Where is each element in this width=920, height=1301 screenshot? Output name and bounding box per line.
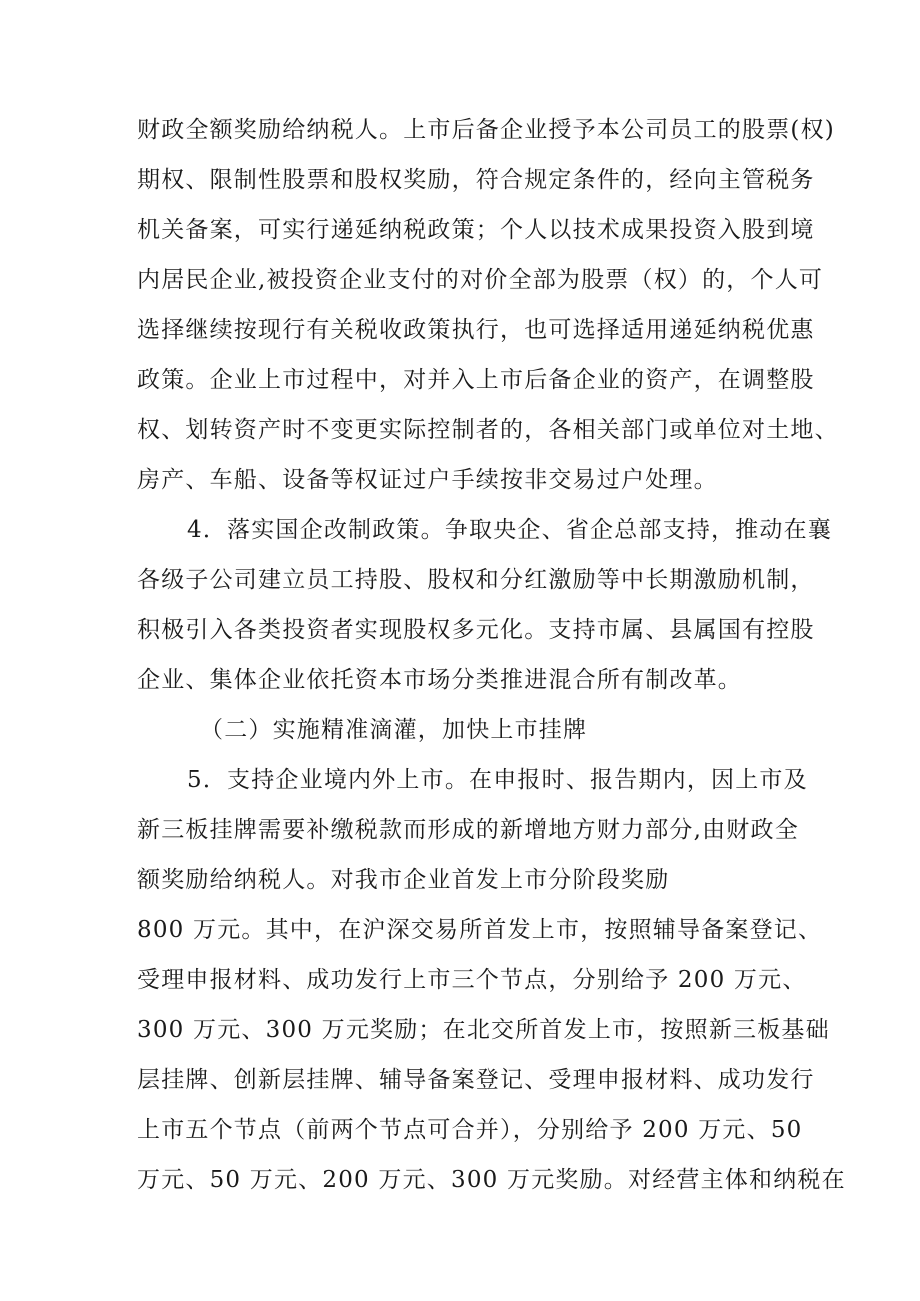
text-line-20: 层挂牌、创新层挂牌、辅导备案登记、受理申报材料、成功发行 bbox=[137, 1067, 815, 1093]
text-line-5: 选择继续按现行有关税收政策执行，也可选择适用递延纳税优惠 bbox=[137, 317, 815, 343]
text-line-6: 政策。企业上市过程中，对并入上市后备企业的资产，在调整股 bbox=[137, 367, 815, 393]
paragraph-5-first-line: 5．支持企业境内外上市。在申报时、报告期内，因上市及 bbox=[187, 767, 808, 793]
text-line-19: 300 万元、300 万元奖励；在北交所首发上市，按照新三板基础 bbox=[137, 1017, 830, 1043]
text-line-17: 800 万元。其中，在沪深交易所首发上市，按照辅导备案登记、 bbox=[137, 917, 823, 943]
text-line-8: 房产、车船、设备等权证过户手续按非交易过户处理。 bbox=[137, 467, 718, 493]
text-line-4: 内居民企业,被投资企业支付的对价全部为股票（权）的，个人可 bbox=[137, 267, 824, 293]
text-line-2: 期权、限制性股票和股权奖励，符合规定条件的，经向主管税务 bbox=[137, 167, 815, 193]
text-line-11: 积极引入各类投资者实现股权多元化。支持市属、县属国有控股 bbox=[137, 617, 815, 643]
text-line-15: 新三板挂牌需要补缴税款而形成的新增地方财力部分,由财政全 bbox=[137, 817, 799, 843]
section-heading: （二）实施精准滴灌，加快上市挂牌 bbox=[200, 717, 588, 743]
text-line-22: 万元、50 万元、200 万元、300 万元奖励。对经营主体和纳税在 bbox=[137, 1167, 846, 1193]
text-line-10: 各级子公司建立员工持股、股权和分红激励等中长期激励机制， bbox=[137, 567, 815, 593]
text-line-12: 企业、集体企业依托资本市场分类推进混合所有制改革。 bbox=[137, 667, 742, 693]
paragraph-4-first-line: 4．落实国企改制政策。争取央企、省企总部支持，推动在襄 bbox=[187, 517, 833, 543]
text-line-21: 上市五个节点（前两个节点可合并），分别给予 200 万元、50 bbox=[137, 1117, 803, 1143]
text-line-3: 机关备案，可实行递延纳税政策；个人以技术成果投资入股到境 bbox=[137, 217, 815, 243]
text-line-16: 额奖励给纳税人。对我市企业首发上市分阶段奖励 bbox=[137, 867, 670, 893]
text-line-1: 财政全额奖励给纳税人。上市后备企业授予本公司员工的股票(权) bbox=[137, 117, 835, 143]
text-line-18: 受理申报材料、成功发行上市三个节点，分别给予 200 万元、 bbox=[137, 967, 807, 993]
text-line-7: 权、划转资产时不变更实际控制者的，各相关部门或单位对土地、 bbox=[137, 417, 839, 443]
